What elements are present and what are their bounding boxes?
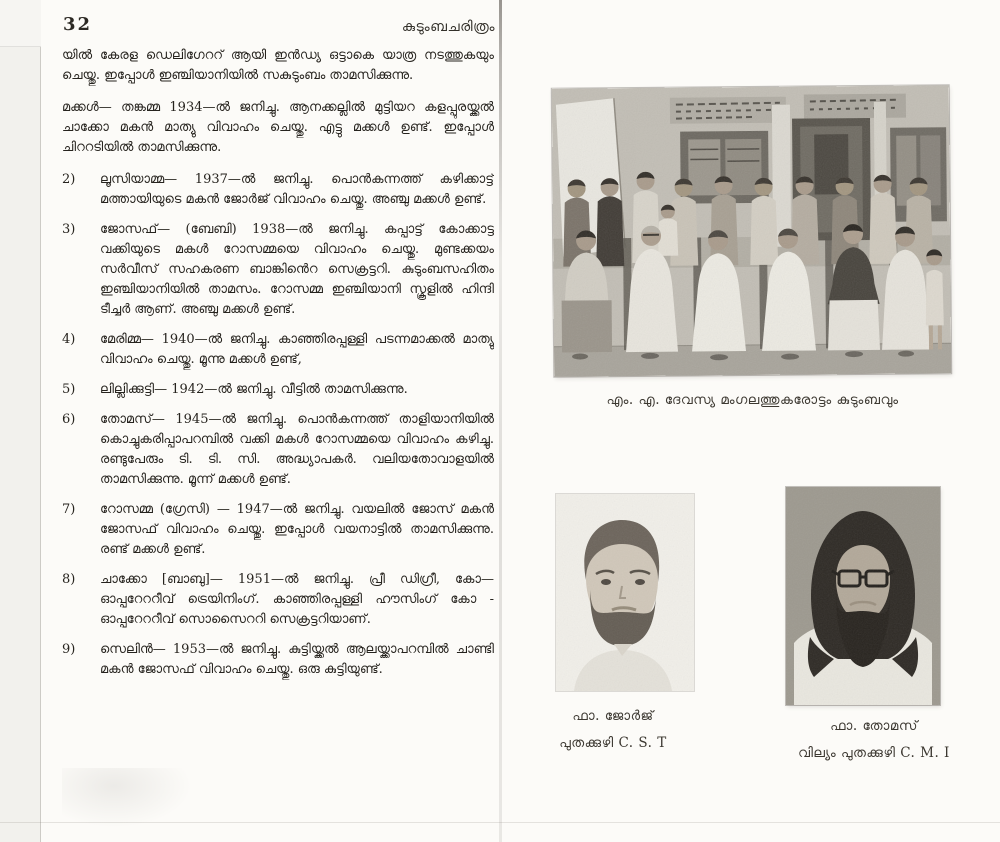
portrait-caption-fr-george [520,703,706,757]
list-item [62,330,494,370]
list-item-number: 8) [62,572,76,587]
portrait-caption-line: ഫാ. തോമസ് [830,718,918,734]
list-item-text: സെലിൻ— 1953—ൽ ജനിച്ചു. കുട്ടിയ്ക്കൽ ആലയ്ക്കാപറമ്പിൽ ചാണ്ടി മകൻ ജോസഫ് വിവാഹം ചെയ്തു. ഒരു കുട്ടിയുണ്ട്. [100,642,494,677]
portrait-caption-fr-thomas [760,713,988,767]
list-item-text: റോസമ്മ (ഗ്രേസി) — 1947—ൽ ജനിച്ചു. വയലിൽ ജോസ് മകൻ ജോസഫ് വിവാഹം ചെയ്തു. ഇപ്പോൾ വയനാട്ടിൽ താമസിക്കുന്നു. രണ്ട് മക്കൾ ഉണ്ട്. [100,502,494,557]
portrait-caption-line: പുതക്കുഴി C. S. T [559,735,667,751]
intro-paragraph: യിൽ കേരള ഡെലിഗേററ് ആയി ഇൻഡ്യ ഒട്ടാകെ യാത്ര നടത്തുകയും ചെയ്തു. ഇപ്പോൾ ഇഞ്ചിയാനിയിൽ സകുടുംബം താമസിക്കുന്നു. [62,48,494,83]
page-crease-line [499,0,502,842]
list-item-text: തോമസ്— 1945—ൽ ജനിച്ചു. പൊൻകന്നത്ത് താളിയാനിയിൽ കൊച്ചുകരിപ്പാപറമ്പിൽ വക്കി മകൾ റോസമ്മയെ വിവാഹം കഴിച്ചു. രണ്ടുപേരും ടി. ടി. സി. അദ്ധ്യാപകർ. വലിയതോവാളയിൽ താമസിക്കുന്നു. മൂന്ന് മക്കൾ ഉണ്ട്. [100,412,494,487]
list-item [62,640,494,680]
list-item-number: 3) [62,222,76,237]
portrait-caption-line: വില്യം പുതക്കുഴി C. M. I [798,745,950,761]
list-item-number: 9) [62,642,76,657]
text-column [62,46,494,798]
children-paragraph: മക്കൾ— തങ്കമ്മ 1934—ൽ ജനിച്ചു. ആനക്കല്ലിൽ മുട്ടിയറ കളപ്പുരയ്ക്കൽ ചാക്കോ മകൻ മാത്യു വിവാഹം ചെയ്തു. എട്ടു മക്കൾ ഉണ്ട്. ഇപ്പോൾ ചിററടിയിൽ താമസിക്കുന്നു. [62,100,494,155]
list-item-number: 2) [62,172,76,187]
running-header-title: കുടുംബചരിത്രം [401,19,495,35]
list-item [62,570,494,630]
list-item [62,170,494,210]
list-item-text: ലില്ലിക്കുട്ടി— 1942—ൽ ജനിച്ചു. വീട്ടിൽ താമസിക്കുന്നു. [100,382,408,397]
list-item-text: ലൂസിയാമ്മ— 1937—ൽ ജനിച്ചു. പൊൻകന്നത്ത് കഴിക്കാട്ട് മത്തായിയുടെ മകൻ ജോർജ് വിവാഹം ചെയ്തു. അഞ്ചു മക്കൾ ഉണ്ട്. [100,172,494,207]
list-item-text: ജോസഫ്— (ബേബി) 1938—ൽ ജനിച്ചു. കപ്പാട്ട് കോക്കാട്ട വക്കിയുടെ മകൾ റോസമ്മയെ വിവാഹം ചെയ്തു. മുണ്ടക്കയം സർവീസ് സഹകരണ ബാങ്കിൻെറ സെക്രട്ടറി. കുടുംബസഹിതം ഇഞ്ചിയാനിയിൽ താമസം. റോസമ്മ ഇഞ്ചിയാനി സ്കൂളിൽ ഹിന്ദി ടീച്ചർ ആണ്. അഞ്ചു മക്കൾ ഉണ്ട്. [100,222,494,317]
page-number: 32 [63,14,93,35]
portrait-caption-line: ഫാ. ജോർജ് [572,708,654,724]
list-item-number: 5) [62,382,76,397]
portrait-photo-fr-thomas [786,487,940,705]
family-group-photo [552,85,951,376]
list-item [62,380,494,400]
list-item [62,220,494,320]
scan-left-margin [0,0,41,842]
group-photo-caption: എം. എ. ദേവസ്യ മംഗലത്തുകരോട്ടം കുടുംബവും [606,392,899,408]
list-item-text: മേരിമ്മ— 1940—ൽ ജനിച്ചു. കാഞ്ഞിരപ്പള്ളി പടന്നമാക്കൽ മാത്യു വിവാഹം ചെയ്തു. മൂന്നു മക്കൾ ഉണ്ട്, [100,332,494,367]
list-item-number: 7) [62,502,76,517]
list-item-number: 6) [62,412,76,427]
list-item-text: ചാക്കോ [ബാബു]— 1951—ൽ ജനിച്ചു. പ്രീ ഡിഗ്രീ, കോ—ഓപ്പറേററീവ് ട്രെയിനിംഗ്. കാഞ്ഞിരപ്പള്ളി ഹൗസിംഗ് കോ - ഓപ്പറേററീവ് സൊസൈററി സെക്രട്ടറിയാണ്. [100,572,494,627]
portrait-photo-fr-george [556,494,694,691]
list-item [62,500,494,560]
list-item-number: 4) [62,332,76,347]
list-item [62,410,494,490]
